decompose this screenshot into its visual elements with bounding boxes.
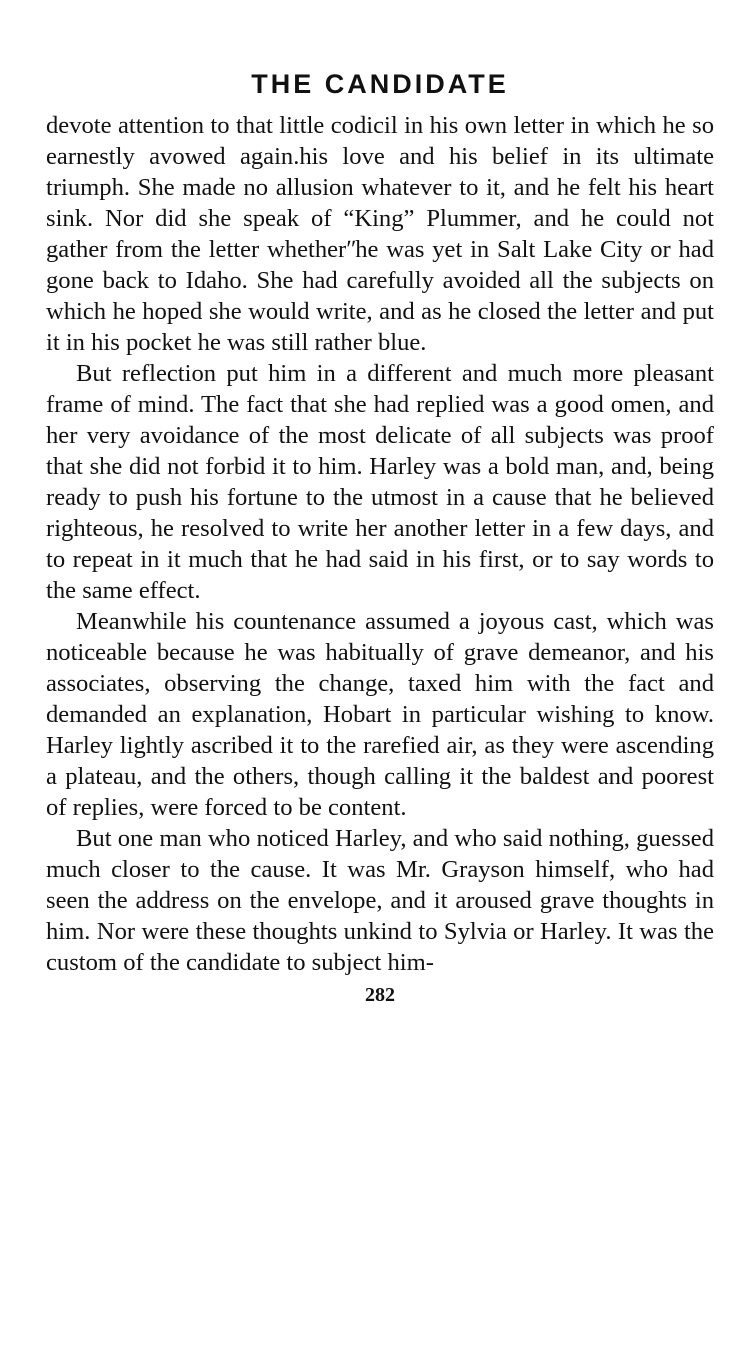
paragraph-2: But reflection put him in a different and much more pleasant frame of mind. The fact that she had replied was a good omen, and her very avoidance of the most delicate of all subjects was proof that she did not forbid it to him. Harley was a bold man, and, being ready to push his fortune to the utmost in a cause that he believed righteous, he resolved to write her another letter in a few days, and to repeat in it much that he had said in his first, or to say words to the same effect. bbox=[46, 360, 714, 604]
paragraph-3: Meanwhile his countenance assumed a joyous cast, which was noticeable because he was habitually of grave demeanor, and his associates, observing the change, taxed him with the fact and demanded an explanation, Hobart in particular wishing to know. Harley lightly ascribed it to the rarefied air, as they were ascending a plateau, and the others, though calling it the baldest and poorest of replies, were forced to be content. bbox=[46, 608, 714, 821]
body-text bbox=[46, 110, 714, 978]
page-number: 282 bbox=[365, 984, 395, 1006]
book-page bbox=[46, 62, 714, 1008]
running-title: THE CANDIDATE bbox=[251, 69, 509, 99]
paragraph-4: But one man who noticed Harley, and who said nothing, guessed much closer to the cause. It was Mr. Grayson himself, who had seen the address on the envelope, and it aroused grave thoughts in him. Nor were these thoughts unkind to Sylvia or Harley. It was the custom of the candidate to subject him- bbox=[46, 825, 714, 976]
paragraph-1: devote attention to that little codicil in his own letter in which he so earnestly avowed again.his love and his belief in its ultimate triumph. She made no allusion whatever to it, and he felt his heart sink. Nor did she speak of “King” Plummer, and he could not gather from the letter whetherʺhe was yet in Salt Lake City or had gone back to Idaho. She had carefully avoided all the subjects on which he hoped she would write, and as he closed the letter and put it in his pocket he was still rather blue. bbox=[46, 112, 714, 356]
